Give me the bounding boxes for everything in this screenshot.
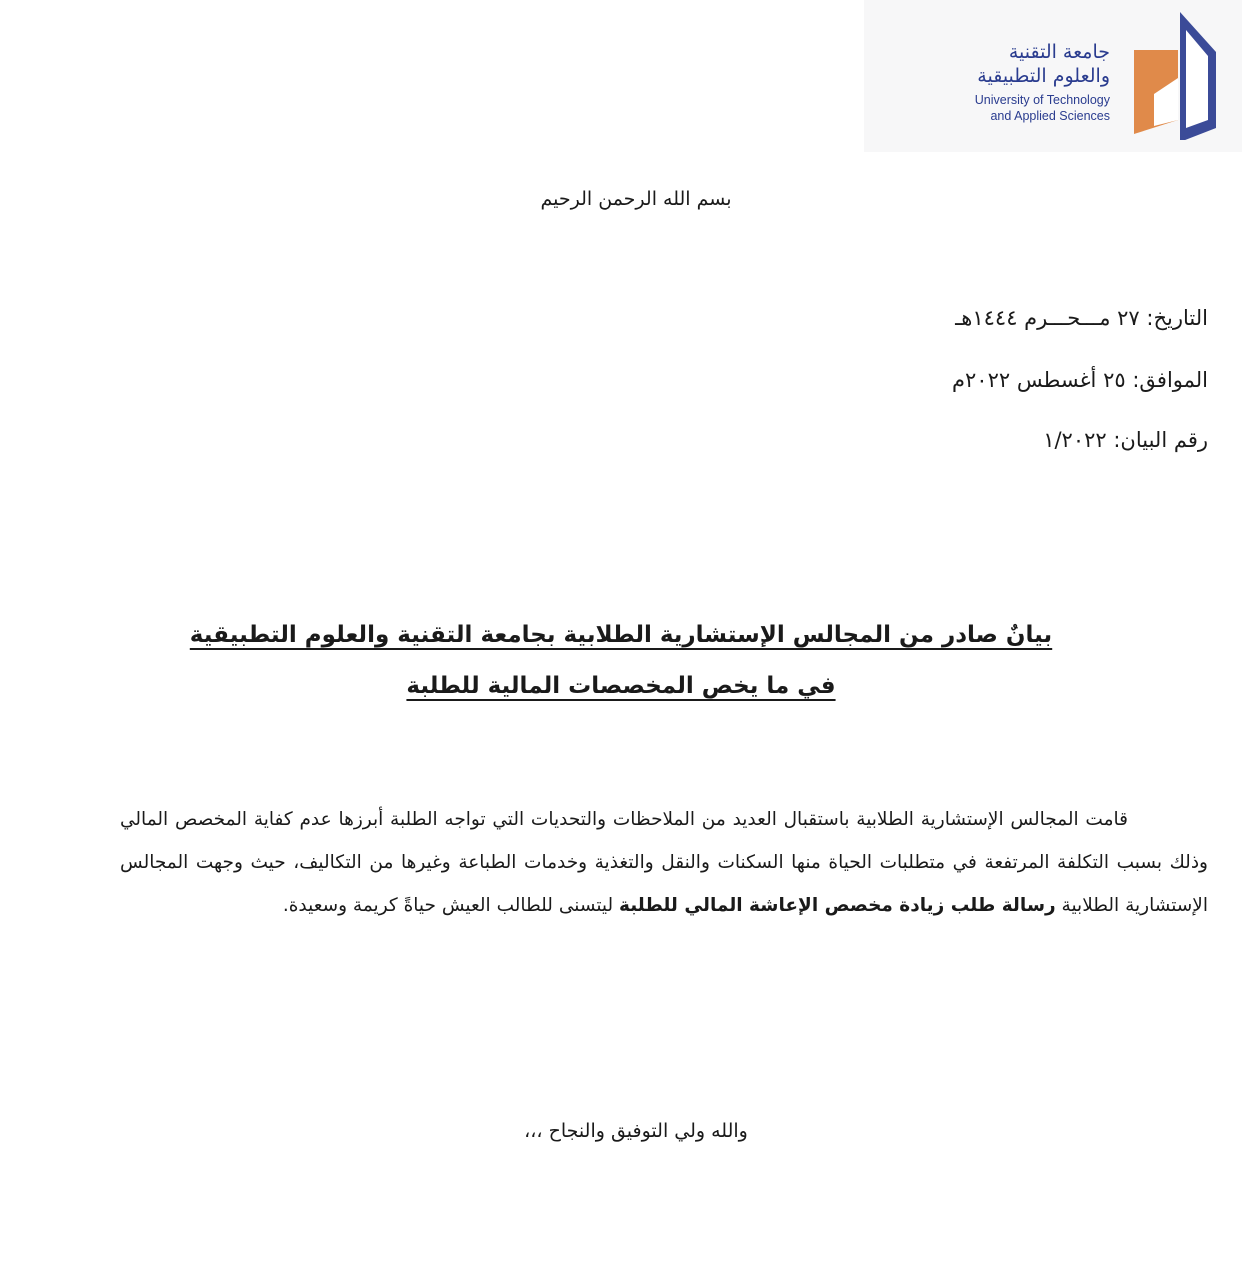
statement-number-row bbox=[1043, 428, 1208, 452]
body-text-part-1: قامت المجالس الإستشارية الطلابية باستقبال العديد من الملاحظات والتحديات التي تواجه الطلبة أبرزها عدم كفاية المخصص المالي وذلك بسبب التكلفة المرتفعة في متطلبات الحياة منها السكنات والنقل والتغذية وخدمات الطباعة وغيرها من التكاليف، حيث وجهت المجالس الإستشارية الطلابية bbox=[120, 809, 1208, 916]
statement-title-line-1: بيانٌ صادر من المجالس الإستشارية الطلابية بجامعة التقنية والعلوم التطبيقية bbox=[189, 622, 1053, 648]
logo-english-line-2: and Applied Sciences bbox=[990, 109, 1110, 123]
statement-body bbox=[120, 798, 1208, 927]
statement-number-value: ١/٢٠٢٢ bbox=[1043, 428, 1107, 452]
date-gregorian-label: الموافق: bbox=[1132, 368, 1208, 392]
logo-english-line-1: University of Technology bbox=[974, 93, 1110, 107]
logo-arabic-line-1: جامعة التقنية bbox=[1008, 41, 1110, 63]
date-hijri-row bbox=[955, 306, 1208, 330]
date-gregorian-row bbox=[952, 368, 1208, 392]
university-emblem-icon bbox=[1120, 8, 1220, 140]
date-hijri-label: التاريخ: bbox=[1146, 306, 1208, 330]
university-logo bbox=[864, 0, 1242, 152]
statement-title-line-2: في ما يخص المخصصات المالية للطلبة bbox=[406, 673, 836, 699]
body-text-part-2: ليتسنى للطالب العيش حياةً كريمة وسعيدة. bbox=[282, 895, 620, 916]
date-gregorian-value: ٢٥ أغسطس ٢٠٢٢م bbox=[952, 368, 1126, 392]
closing-line: والله ولي التوفيق والنجاح ،،، bbox=[524, 1120, 748, 1142]
logo-arabic-line-2: والعلوم التطبيقية bbox=[977, 65, 1110, 87]
body-text-bold: رسالة طلب زيادة مخصص الإعاشة المالي للطلبة bbox=[619, 895, 1056, 916]
basmala: بسم الله الرحمن الرحيم bbox=[540, 188, 732, 210]
logo-wordmark bbox=[975, 40, 1110, 124]
date-hijri-value: ٢٧ مـــحـــرم ١٤٤٤هـ bbox=[955, 306, 1140, 330]
statement-number-label: رقم البيان: bbox=[1113, 428, 1208, 452]
